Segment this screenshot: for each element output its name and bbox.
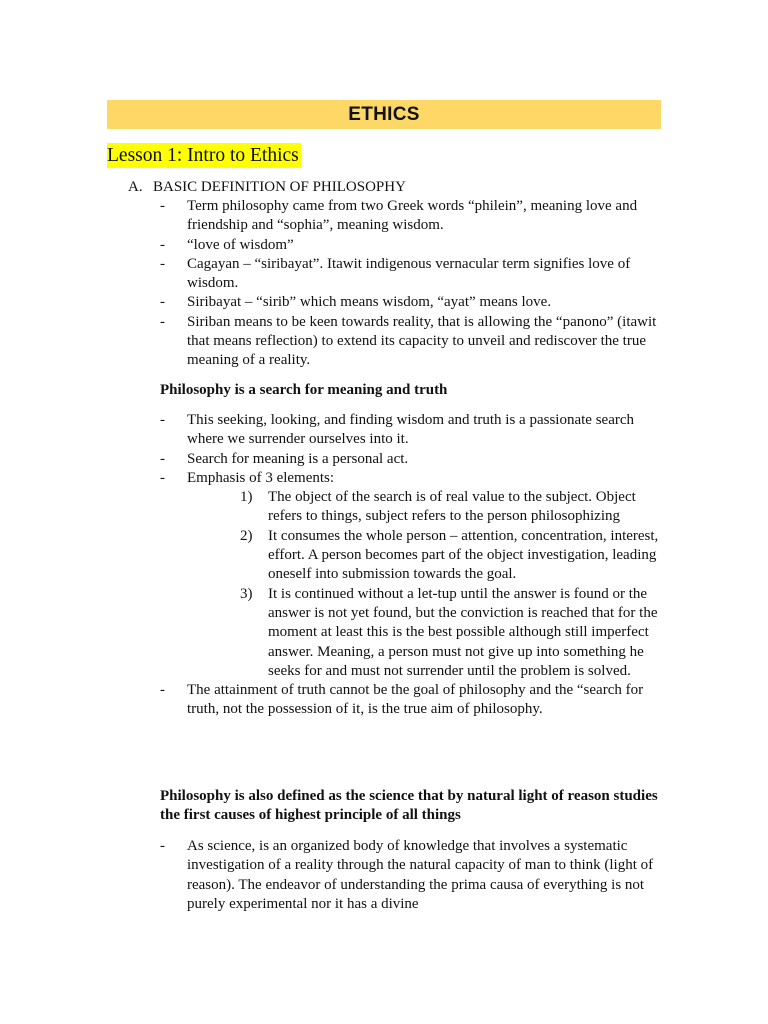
subheading-search-meaning: Philosophy is a search for meaning and truth: [160, 382, 448, 398]
list-item: - Emphasis of 3 elements:: [160, 469, 665, 488]
list-item: - “love of wisdom”: [160, 236, 665, 255]
list-item: - Siribayat – “sirib” which means wisdom, “ayat” means love.: [160, 293, 665, 312]
dash-bullet: -: [160, 682, 165, 699]
search-list: [160, 411, 665, 720]
dash-bullet: -: [160, 838, 165, 854]
section-letter: A.: [128, 179, 143, 195]
dash-bullet: -: [160, 255, 165, 272]
item-number: 3): [240, 585, 253, 602]
list-item: - As science, is an organized body of knowledge that involves a systematic investigation of a reality through the natural capacity of man to think (light of reason). The endeavor of understanding the prima causa of everything is not purely experimental nor it has a divine: [160, 837, 665, 914]
list-item: - The attainment of truth cannot be the goal of philosophy and the “search for truth, not the possession of it, is the true aim of philosophy.: [160, 681, 665, 720]
list-item: - Siriban means to be keen towards reality, that is allowing the “panono” (itawit that means reflection) to extend its capacity to unveil and rediscover the true meaning of a reality.: [160, 313, 665, 371]
science-list: [160, 837, 665, 914]
item-number: 1): [240, 489, 253, 506]
definition-list: [160, 197, 665, 371]
page-title: ETHICS: [107, 100, 661, 129]
list-item: - Term philosophy came from two Greek words “philein”, meaning love and friendship and “sophia”, meaning wisdom.: [160, 197, 665, 236]
item-number: 2): [240, 527, 253, 544]
lesson-heading: Lesson 1: Intro to Ethics: [107, 145, 299, 166]
list-item: - This seeking, looking, and finding wisdom and truth is a passionate search where we surrender ourselves into it.: [160, 411, 665, 450]
numbered-item: 3) It is continued without a let-tup until the answer is found or the answer is not yet found, but the conviction is reached that for the moment at least this is the best possible although still imperfect answer. Meaning, a person must not give up into something he seeks for and must not surrender until the problem is solved.: [240, 585, 665, 681]
dash-bullet: -: [160, 294, 165, 311]
dash-bullet: -: [160, 313, 165, 330]
dash-bullet: -: [160, 198, 165, 214]
subheading-science: Philosophy is also defined as the science that by natural light of reason studies the first causes of highest principle of all things: [160, 788, 658, 824]
dash-bullet: -: [160, 469, 165, 486]
list-item: - Cagayan – “siribayat”. Itawit indigenous vernacular term signifies love of wisdom.: [160, 255, 665, 294]
numbered-item: 1) The object of the search is of real value to the subject. Object refers to things, subject refers to the person philosophizing: [240, 488, 665, 527]
dash-bullet: -: [160, 236, 165, 253]
section-title: BASIC DEFINITION OF PHILOSOPHY: [153, 179, 406, 195]
numbered-item: 2) It consumes the whole person – attention, concentration, interest, effort. A person becomes part of the object investigation, leading oneself into submission towards the goal.: [240, 527, 665, 585]
section-heading: [128, 178, 406, 197]
list-item: - Search for meaning is a personal act.: [160, 450, 665, 469]
dash-bullet: -: [160, 450, 165, 467]
dash-bullet: -: [160, 412, 165, 428]
